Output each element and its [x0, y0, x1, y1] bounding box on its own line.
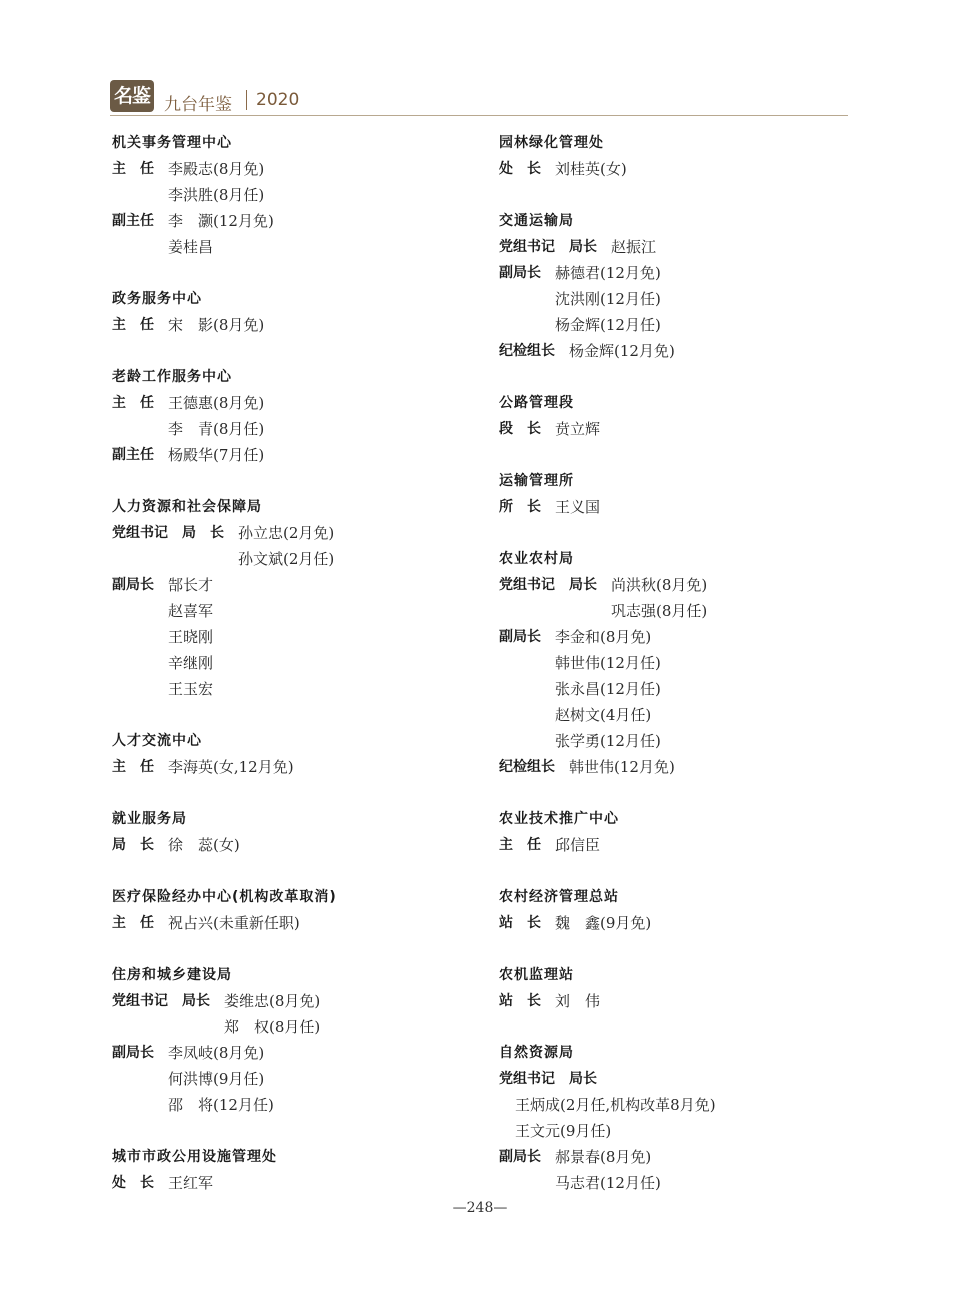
department-name: 农村经济管理总站 [499, 889, 619, 905]
person-name: 赵树文(4月任) [555, 706, 652, 724]
position-title: 纪检组长 [499, 343, 555, 359]
person-name: 韩世伟(12月任) [555, 654, 661, 672]
person-name: 孙立忠(2月免) [238, 524, 335, 542]
name-list [238, 520, 334, 572]
person-name: 王玉宏 [168, 680, 214, 698]
header-divider [246, 90, 247, 110]
person-name: 李殿志(8月免) [168, 160, 265, 178]
person-name: 祝占兴(未重新任职) [168, 914, 300, 932]
person-name: 王炳成(2月任,机构改革8月免) [515, 1096, 716, 1114]
position-row [499, 494, 859, 520]
position-row [499, 260, 859, 338]
name-list [168, 390, 264, 442]
position-row [499, 832, 859, 858]
position-row [499, 338, 859, 364]
position-title: 党组书记 局长 [499, 577, 597, 593]
name-list [168, 156, 264, 208]
indented-name-list [499, 1092, 859, 1144]
name-list [555, 832, 600, 858]
yearbook-title: 九台年鉴 [164, 95, 232, 115]
department-name: 农业农村局 [499, 551, 574, 567]
person-name: 刘桂英(女) [555, 160, 627, 178]
department-block [499, 546, 859, 780]
position-row [499, 988, 859, 1014]
department-name: 机关事务管理中心 [112, 135, 232, 151]
department-block [112, 1144, 482, 1196]
name-list [168, 312, 264, 338]
person-name: 尚洪秋(8月免) [611, 576, 708, 594]
position-title: 党组书记 局 长 [112, 525, 224, 541]
position-title: 主 任 [112, 161, 154, 177]
person-name: 张学勇(12月任) [555, 732, 661, 750]
department-block [112, 494, 482, 702]
position-title: 副局长 [112, 577, 154, 593]
person-name: 李 灏(12月免) [168, 212, 274, 230]
name-list [555, 988, 600, 1014]
name-list [555, 260, 661, 338]
person-name: 邱信臣 [555, 836, 601, 854]
page-header [110, 78, 848, 116]
left-column [112, 130, 482, 1222]
department-block [499, 962, 859, 1014]
name-list [168, 1040, 274, 1118]
department-block [112, 884, 482, 936]
person-name: 辛继刚 [168, 654, 214, 672]
person-name: 李洪胜(8月任) [168, 186, 265, 204]
name-list [224, 988, 320, 1040]
position-row [499, 1144, 859, 1196]
person-name: 郜长才 [168, 576, 214, 594]
department-name: 园林绿化管理处 [499, 135, 604, 151]
name-list [168, 754, 294, 780]
department-block [499, 884, 859, 936]
position-row [112, 156, 482, 208]
person-name: 李 青(8月任) [168, 420, 265, 438]
person-name: 赵振江 [611, 238, 657, 256]
department-block [112, 962, 482, 1118]
department-name: 人力资源和社会保障局 [112, 499, 262, 515]
position-row [112, 312, 482, 338]
person-name: 姜桂昌 [168, 238, 214, 256]
person-name: 娄维忠(8月免) [224, 992, 321, 1010]
header-rule [110, 115, 848, 116]
name-list [168, 1170, 213, 1196]
department-name: 自然资源局 [499, 1045, 574, 1061]
department-block [499, 130, 859, 182]
person-name: 杨金辉(12月任) [555, 316, 661, 334]
person-name: 杨殿华(7月任) [168, 446, 265, 464]
person-name: 贲立辉 [555, 420, 601, 438]
position-title: 党组书记 局长 [499, 1071, 597, 1087]
position-title: 副局长 [499, 265, 541, 281]
logo: 名鉴 [110, 80, 154, 112]
position-title: 主 任 [499, 837, 541, 853]
person-name: 宋 影(8月免) [168, 316, 265, 334]
name-list [168, 910, 300, 936]
department-block [112, 364, 482, 468]
department-block [112, 728, 482, 780]
position-row [499, 572, 859, 624]
right-column [499, 130, 859, 1222]
person-name: 马志君(12月任) [555, 1174, 661, 1192]
position-title: 局 长 [112, 837, 154, 853]
name-list [555, 624, 661, 754]
position-row [499, 624, 859, 754]
position-row [112, 988, 482, 1040]
person-name: 杨金辉(12月免) [569, 342, 675, 360]
position-row [112, 910, 482, 936]
department-name: 老龄工作服务中心 [112, 369, 232, 385]
person-name: 李凤岐(8月免) [168, 1044, 265, 1062]
department-name: 交通运输局 [499, 213, 574, 229]
person-name: 孙文斌(2月任) [238, 550, 335, 568]
position-row [499, 910, 859, 936]
person-name: 何洪博(9月任) [168, 1070, 265, 1088]
position-row [112, 1170, 482, 1196]
person-name: 王红军 [168, 1174, 214, 1192]
name-list [611, 572, 707, 624]
department-name: 农机监理站 [499, 967, 574, 983]
position-row [112, 390, 482, 442]
department-block [499, 390, 859, 442]
person-name: 李海英(女,12月免) [168, 758, 294, 776]
name-list [168, 832, 240, 858]
department-block [499, 208, 859, 364]
position-title: 站 长 [499, 915, 541, 931]
department-name: 城市市政公用设施管理处 [112, 1149, 277, 1165]
name-list [555, 416, 600, 442]
position-title: 主 任 [112, 759, 154, 775]
name-list [555, 156, 627, 182]
person-name: 巩志强(8月任) [611, 602, 708, 620]
position-title: 副主任 [112, 447, 154, 463]
page-number: —248— [452, 1200, 508, 1216]
position-title: 党组书记 局长 [499, 239, 597, 255]
position-title: 副局长 [499, 629, 541, 645]
name-list [569, 338, 675, 364]
position-row [499, 1066, 859, 1092]
department-block [112, 806, 482, 858]
position-title: 处 长 [112, 1175, 154, 1191]
person-name: 邵 将(12月任) [168, 1096, 274, 1114]
position-title: 副主任 [112, 213, 154, 229]
position-row [499, 234, 859, 260]
person-name: 张永昌(12月任) [555, 680, 661, 698]
department-name: 农业技术推广中心 [499, 811, 619, 827]
position-row [112, 520, 482, 572]
name-list [569, 754, 675, 780]
person-name: 赫德君(12月免) [555, 264, 661, 282]
position-title: 主 任 [112, 395, 154, 411]
person-name: 王晓刚 [168, 628, 214, 646]
person-name: 魏 鑫(9月免) [555, 914, 652, 932]
name-list [168, 442, 264, 468]
department-block [499, 1040, 859, 1196]
department-name: 就业服务局 [112, 811, 187, 827]
person-name: 刘 伟 [555, 992, 601, 1010]
position-title: 段 长 [499, 421, 541, 437]
department-name: 政务服务中心 [112, 291, 202, 307]
person-name: 韩世伟(12月免) [569, 758, 675, 776]
department-name: 运输管理所 [499, 473, 574, 489]
position-row [112, 572, 482, 702]
position-title: 党组书记 局长 [112, 993, 210, 1009]
name-list [555, 910, 651, 936]
position-row [112, 208, 482, 260]
person-name: 王义国 [555, 498, 601, 516]
department-block [499, 468, 859, 520]
department-block [112, 286, 482, 338]
name-list [555, 494, 600, 520]
person-name: 郑 权(8月任) [224, 1018, 321, 1036]
position-title: 所 长 [499, 499, 541, 515]
department-block [112, 130, 482, 260]
name-list [555, 1144, 661, 1196]
position-row [499, 416, 859, 442]
position-row [112, 754, 482, 780]
position-title: 处 长 [499, 161, 541, 177]
position-title: 纪检组长 [499, 759, 555, 775]
position-title: 副局长 [112, 1045, 154, 1061]
person-name: 徐 蕊(女) [168, 836, 240, 854]
name-list [168, 208, 274, 260]
department-name: 人才交流中心 [112, 733, 202, 749]
position-row [499, 156, 859, 182]
position-row [499, 754, 859, 780]
department-name: 医疗保险经办中心(机构改革取消) [112, 889, 337, 905]
department-block [499, 806, 859, 858]
yearbook-year: 2020 [256, 90, 300, 110]
name-list [611, 234, 656, 260]
position-row [112, 442, 482, 468]
position-title: 站 长 [499, 993, 541, 1009]
department-name: 住房和城乡建设局 [112, 967, 232, 983]
position-title: 主 任 [112, 915, 154, 931]
position-title: 副局长 [499, 1149, 541, 1165]
department-name: 公路管理段 [499, 395, 574, 411]
person-name: 郝景春(8月免) [555, 1148, 652, 1166]
person-name: 王文元(9月任) [515, 1122, 612, 1140]
person-name: 沈洪刚(12月任) [555, 290, 661, 308]
person-name: 李金和(8月免) [555, 628, 652, 646]
name-list [168, 572, 213, 702]
position-row [112, 832, 482, 858]
person-name: 王德惠(8月免) [168, 394, 265, 412]
position-row [112, 1040, 482, 1118]
person-name: 赵喜军 [168, 602, 214, 620]
position-title: 主 任 [112, 317, 154, 333]
